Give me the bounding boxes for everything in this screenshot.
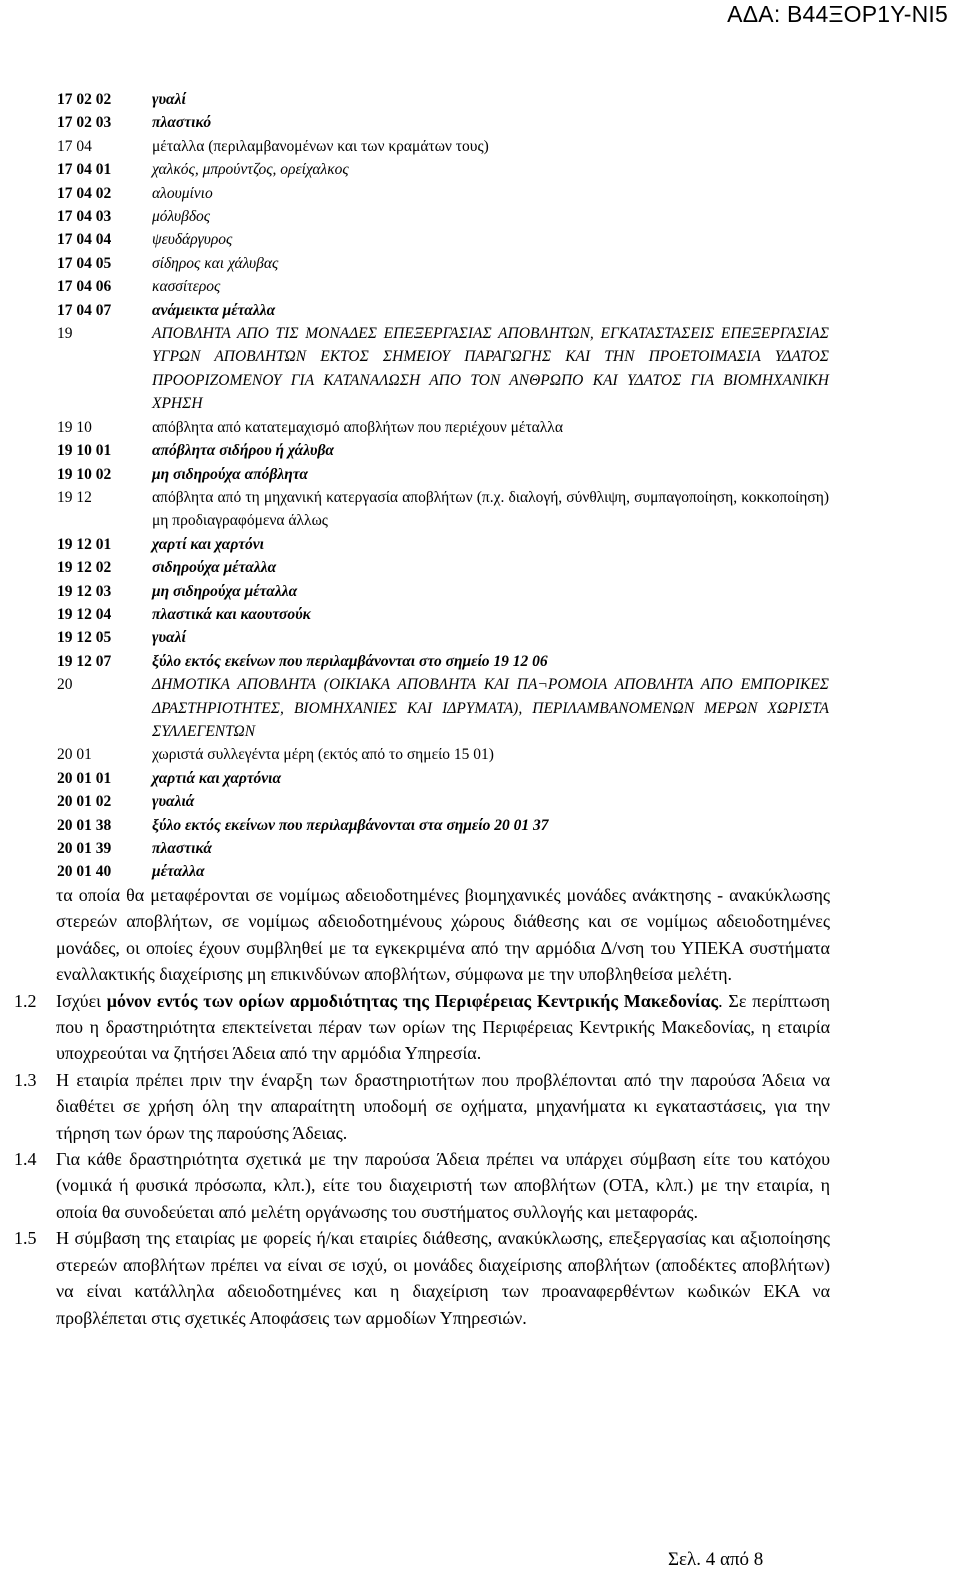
waste-code-row — [57, 626, 829, 649]
waste-code-row — [57, 439, 829, 462]
waste-code: 19 12 01 — [57, 535, 112, 553]
term-paragraph — [14, 1146, 830, 1225]
waste-code-row — [57, 767, 829, 790]
terms-section — [14, 882, 830, 1331]
term-paragraph — [14, 988, 830, 1067]
waste-description: ΑΠΟΒΛΗΤΑ ΑΠΟ ΤΙΣ ΜΟΝΑΔΕΣ ΕΠΕΞΕΡΓΑΣΙΑΣ ΑΠΟΒΛΗΤΩΝ, ΕΓΚΑΤΑΣΤΑΣΕΙΣ ΕΠΕΞΕΡΓΑΣΙΑΣ ΥΓΡΩΝ ΑΠΟΒΛΗΤΩΝ ΕΚΤΟΣ ΣΗΜΕΙΟΥ ΠΑΡΑΓΩΓΗΣ ΚΑΙ ΤΗΝ ΠΡΟΕΤΟΙΜΑΣΙΑ ΥΔΑΤΟΣ ΠΡΟΟΡΙΖΟΜΕΝΟΥ ΓΙΑ ΚΑΤΑΝΑΛΩΣΗ ΑΠΟ ΤΟΝ ΑΝΘΡΩΠΟ ΚΑΙ ΥΔΑΤΟΣ ΓΙΑ ΒΙΟΜΗΧΑΝΙΚΗ ΧΡΗΣΗ — [152, 325, 829, 413]
waste-code-row — [57, 252, 829, 275]
waste-description: μη σιδηρούχα μέταλλα — [152, 582, 298, 600]
waste-code-row — [57, 650, 829, 673]
waste-code: 20 01 40 — [57, 863, 112, 881]
waste-code: 17 02 02 — [57, 91, 112, 108]
waste-code: 19 12 04 — [57, 605, 112, 623]
waste-code: 19 10 01 — [57, 442, 112, 460]
waste-code-row — [57, 205, 829, 228]
waste-description: σιδηρούχα μέταλλα — [152, 559, 277, 577]
waste-description: χωριστά συλλεγέντα μέρη (εκτός από το σημείο 15 01) — [152, 746, 494, 764]
waste-code-row — [57, 322, 829, 416]
waste-code-row — [57, 814, 829, 837]
waste-description: ψευδάργυρος — [152, 231, 233, 249]
waste-code: 19 10 02 — [57, 465, 112, 483]
waste-code: 17 04 01 — [57, 161, 112, 179]
continuation-paragraph: τα οποία θα μεταφέρονται σε νομίμως αδειοδοτημένες βιομηχανικές μονάδες ανάκτησης - ανακύκλωσης στερεών αποβλήτων, σε νομίμως αδειοδοτημένους χώρους διάθεσης και σε νομίμως αδειοδοτημένες μονάδες, οι οποίες έχουν συμβληθεί με τα εγκεκριμένα από την αρμόδια Δ/νση του ΥΠΕΚΑ συστήματα εναλλακτικής διαχείρισης μη επικινδύνων αποβλήτων, σύμφωνα με την υποβληθείσα μελέτη. — [56, 885, 830, 985]
paragraph-text — [56, 988, 830, 1067]
waste-code-row — [57, 299, 829, 322]
waste-code-row — [57, 182, 829, 205]
waste-description: ξύλο εκτός εκείνων που περιλαμβάνονται στα σημείο 20 01 37 — [152, 816, 549, 834]
waste-description: πλαστικά — [152, 840, 212, 857]
waste-description: ξύλο εκτός εκείνων που περιλαμβάνονται στο σημείο 19 12 06 — [152, 652, 548, 670]
term-paragraph — [14, 1225, 830, 1331]
waste-code: 20 01 02 — [57, 793, 112, 811]
waste-code: 17 04 — [57, 137, 92, 155]
waste-code: 20 — [57, 676, 73, 694]
waste-code-row — [57, 837, 829, 860]
waste-description: απόβλητα από τη μηχανική κατεργασία αποβλήτων (π.χ. διαλογή, σύνθλιψη, συμπαγοποίηση, κοκκοποίηση) μη προδιαγραφόμενα άλλως — [152, 488, 829, 530]
term-paragraph — [14, 1067, 830, 1146]
waste-description: απόβλητα από κατατεμαχισμό αποβλήτων που περιέχουν μέταλλα — [152, 418, 563, 436]
waste-code-row — [57, 556, 829, 579]
waste-code-row — [57, 228, 829, 251]
waste-code: 20 01 38 — [57, 816, 112, 834]
paragraph-text: Η εταιρία πρέπει πριν την έναρξη των δραστηριοτήτων που προβλέπονται από την παρούσα Άδεια να διαθέτει σε χρήση όλη την απαραίτητη υποδομή σε οχήματα, μηχανήματα κι εγκαταστάσεις, για την τήρηση των όρων της παρούσης Άδειας. — [56, 1069, 830, 1143]
waste-code: 17 04 07 — [57, 301, 112, 319]
waste-description: γυαλί — [152, 91, 186, 108]
waste-code-row — [57, 673, 829, 743]
waste-description: αλουμίνιο — [152, 184, 213, 202]
waste-code: 19 12 02 — [57, 559, 112, 577]
waste-code-row — [57, 135, 829, 158]
paragraph-number: 1.5 — [14, 1228, 37, 1249]
waste-description: χαρτιά και χαρτόνια — [152, 769, 282, 787]
waste-code: 19 — [57, 325, 73, 343]
waste-description: σίδηρος και χάλυβας — [152, 254, 279, 272]
waste-description: γυαλιά — [152, 793, 195, 811]
waste-code: 19 12 05 — [57, 629, 112, 647]
waste-code-list — [57, 88, 829, 884]
waste-description: μόλυβδος — [152, 208, 211, 226]
waste-description: χαρτί και χαρτόνι — [152, 535, 264, 553]
waste-code-row — [57, 603, 829, 626]
page-number: Σελ. 4 από 8 — [668, 1549, 764, 1570]
emphasis-text: μόνον εντός των ορίων αρμοδιότητας της Περιφέρειας Κεντρικής Μακεδονίας — [106, 990, 719, 1011]
waste-code: 20 01 39 — [57, 840, 112, 857]
waste-code-row — [57, 533, 829, 556]
paragraph-text: Η σύμβαση της εταιρίας με φορείς ή/και εταιρίες διάθεσης, ανακύκλωσης, επεξεργασίας και αξιοποίησης στερεών αποβλήτων πρέπει να είναι σε ισχύ, οι μονάδες διαχείρισης αποβλήτων (αποδέκτες αποβλήτων) να είναι κατάλληλα αδειοδοτημένες και η διαχείριση των προαναφερθέντων κωδικών ΕΚΑ να προβλέπεται στις σχετικές Αποφάσεις των αρμοδίων Υπηρεσιών. — [56, 1228, 830, 1328]
waste-description: απόβλητα σιδήρου ή χάλυβα — [152, 442, 334, 460]
waste-description: κασσίτερος — [152, 278, 221, 296]
waste-description: μη σιδηρούχα απόβλητα — [152, 465, 308, 483]
waste-code-row — [57, 463, 829, 486]
waste-description: γυαλί — [152, 629, 186, 647]
waste-description: πλαστικό — [152, 114, 212, 132]
waste-code: 19 12 — [57, 488, 92, 506]
waste-description: μέταλλα — [152, 863, 205, 881]
waste-code-row — [57, 111, 829, 134]
paragraph-intro: Ισχύει — [56, 990, 107, 1011]
waste-code-row — [57, 486, 829, 533]
waste-code: 17 04 03 — [57, 208, 112, 226]
waste-description: ανάμεικτα μέταλλα — [152, 301, 276, 319]
waste-code: 17 04 05 — [57, 254, 112, 272]
waste-description: χαλκός, μπρούντζος, ορείχαλκος — [152, 161, 349, 179]
paragraph-number: 1.4 — [14, 1149, 37, 1170]
waste-code-row — [57, 416, 829, 439]
waste-code: 17 04 04 — [57, 231, 112, 249]
waste-code-row — [57, 158, 829, 181]
paragraph-number: 1.2 — [14, 990, 37, 1011]
waste-code-row — [57, 790, 829, 813]
waste-code-row — [57, 580, 829, 603]
waste-description: ΔΗΜΟΤΙΚΑ ΑΠΟΒΛΗΤΑ (ΟΙΚΙΑΚΑ ΑΠΟΒΛΗΤΑ ΚΑΙ ΠΑ¬ΡΟΜΟΙΑ ΑΠΟΒΛΗΤΑ ΑΠΟ ΕΜΠΟΡΙΚΕΣ ΔΡΑΣΤΗΡΙΟΤΗΤΕΣ, ΒΙΟΜΗΧΑΝΙΕΣ ΚΑΙ ΙΔΡΥΜΑΤΑ), ΠΕΡΙΛΑΜΒΑΝΟΜΕΝΩΝ ΜΕΡΩΝ ΧΩΡΙΣΤΑ ΣΥΛΛΕΓΕΝΤΩΝ — [152, 676, 829, 740]
waste-code-row — [57, 860, 829, 883]
waste-code: 17 04 02 — [57, 184, 112, 202]
waste-code-row — [57, 743, 829, 766]
waste-code: 17 02 03 — [57, 114, 112, 132]
paragraph-text: Για κάθε δραστηριότητα σχετικά με την παρούσα Άδεια πρέπει να υπάρχει σύμβαση είτε του κατόχου (νομικά ή φυσικά πρόσωπα, κλπ.), είτε του διαχειριστή των αποβλήτων (ΟΤΑ, κλπ.) με την εταιρία, η οποία θα συνοδεύεται από μελέτη οργάνωσης του συστήματος συλλογής και μεταφοράς. — [56, 1149, 830, 1222]
waste-code: 17 04 06 — [57, 278, 112, 296]
waste-code-row — [57, 88, 829, 111]
ada-code: ΑΔΑ: Β44ΞΟΡ1Υ-ΝΙ5 — [727, 1, 948, 27]
waste-description: μέταλλα (περιλαμβανομένων και των κραμάτων τους) — [152, 137, 489, 155]
waste-code: 19 12 07 — [57, 652, 112, 670]
waste-code: 19 12 03 — [57, 582, 112, 600]
waste-code-row — [57, 275, 829, 298]
paragraph-number: 1.3 — [14, 1069, 37, 1090]
waste-code: 20 01 — [57, 746, 92, 764]
waste-code: 20 01 01 — [57, 769, 112, 787]
waste-description: πλαστικά και καουτσούκ — [152, 605, 311, 623]
paragraph-rest: . Σε περίπτωση που η δραστηριότητα επεκτείνεται πέραν των ορίων της Περιφέρειας Κεντρικής Μακεδονίας, η εταιρία υποχρεούται να ζητήσει Άδεια από την αρμόδια Υπηρεσία. — [56, 990, 830, 1064]
waste-code: 19 10 — [57, 418, 92, 436]
